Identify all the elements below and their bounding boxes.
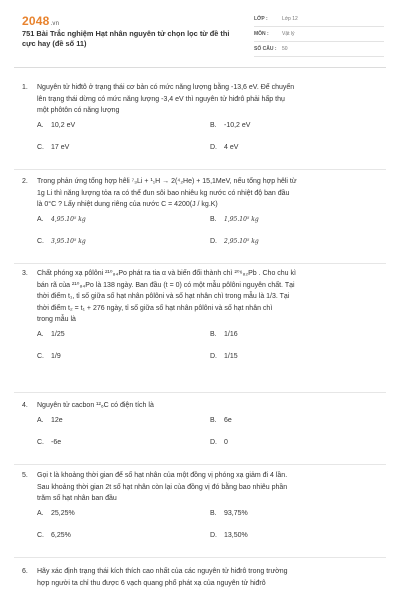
question-divider — [14, 464, 386, 465]
option-text: 1/15 — [224, 352, 238, 360]
option-a[interactable] — [37, 417, 63, 424]
option-a[interactable] — [37, 510, 75, 517]
question-line: bán rã của ²¹⁰₈₄Po là 138 ngày. Ban đầu (t = 0) có một mẫu pôlôni nguyên chất. Tại — [37, 281, 295, 289]
question-divider — [14, 557, 386, 558]
options — [22, 117, 382, 161]
logo-text: 2048 — [22, 14, 50, 28]
question-number: 2. — [22, 178, 28, 185]
option-text: 2,95.10⁵ kg — [224, 237, 259, 245]
option-c[interactable] — [37, 532, 71, 539]
option-key: C. — [37, 143, 44, 151]
option-key: B. — [210, 416, 217, 424]
option-key: D. — [210, 531, 217, 539]
options — [22, 326, 382, 370]
question-line: trăm số hạt nhân ban đầu — [37, 495, 117, 502]
question-line: Sau khoảng thời gian 2t số hạt nhân còn lại của đồng vị đó bằng bao nhiêu phần — [37, 483, 288, 491]
header — [0, 0, 400, 60]
option-key: C. — [37, 531, 44, 539]
question-number: 1. — [22, 84, 28, 91]
site-logo[interactable] — [22, 14, 59, 28]
option-text: 13,50% — [224, 531, 248, 539]
option-text: 1/9 — [51, 352, 61, 360]
option-text: 3,95.10⁵ kg — [51, 237, 86, 245]
question-4 — [22, 400, 382, 456]
question-text — [22, 400, 382, 412]
options — [22, 412, 382, 456]
question-line: Gọi t là khoảng thời gian để số hạt nhân của một đồng vị phóng xạ giảm đi 4 lần. — [37, 472, 288, 479]
option-c[interactable] — [37, 439, 61, 446]
meta-value: 50 — [282, 46, 288, 52]
option-key: B. — [210, 121, 217, 129]
meta-value: Vật lý — [282, 31, 295, 37]
question-line: Nguyên tử cacbon ¹²₆C có điện tích là — [37, 402, 154, 409]
option-key: D. — [210, 438, 217, 446]
option-text: 12e — [51, 416, 63, 424]
question-line: Trong phản ứng tổng hợp hêli ⁷₃Li + ¹₁H → 2(⁴₂He) + 15,1MeV, nếu tổng hợp hêli từ — [37, 178, 297, 185]
option-text: 93,75% — [224, 509, 248, 517]
option-text: 4 eV — [224, 143, 239, 151]
option-key: B. — [210, 215, 217, 223]
option-d[interactable] — [210, 353, 238, 360]
question-text — [22, 82, 382, 94]
option-d[interactable] — [210, 144, 238, 151]
option-text: 1,95.10⁵ kg — [224, 215, 259, 223]
option-a[interactable] — [37, 331, 65, 338]
option-key: C. — [37, 352, 44, 360]
question-line: Hãy xác định trạng thái kích thích cao nhất của các nguyên tử hiđrô trong trường — [37, 568, 288, 575]
header-divider — [14, 67, 386, 68]
meta-label: LỚP : — [254, 16, 268, 22]
question-line: lên trạng thái dừng có mức năng lượng -3,4 eV thì nguyên tử hiđrô phải hấp thụ — [37, 95, 285, 103]
option-d[interactable] — [210, 439, 228, 446]
option-text: 6,25% — [51, 531, 71, 539]
option-text: 4,95.10⁵ kg — [51, 215, 86, 223]
question-text — [22, 470, 382, 482]
option-b[interactable] — [210, 510, 248, 517]
option-key: A. — [37, 509, 44, 517]
option-key: A. — [37, 416, 44, 424]
option-key: C. — [37, 237, 44, 245]
option-b[interactable] — [210, 417, 232, 424]
option-key: C. — [37, 438, 44, 446]
question-2 — [22, 176, 382, 255]
option-key: A. — [37, 215, 44, 223]
option-a[interactable] — [37, 216, 86, 223]
question-line: một phôtôn có năng lượng — [37, 107, 120, 114]
option-text: 6e — [224, 416, 232, 424]
option-key: B. — [210, 509, 217, 517]
question-5 — [22, 470, 382, 549]
question-number: 3. — [22, 270, 28, 277]
page-title: 751 Bài Trắc nghiệm Hạt nhân nguyên tử chọn lọc từ đề thi cực hay (đề số 11) — [22, 29, 230, 48]
option-key: D. — [210, 143, 217, 151]
question-line: thời điểm t₁, tỉ số giữa số hạt nhân pôlôni và số hạt nhân chì trong mẫu là 1/3. Tại — [37, 293, 290, 300]
meta-table — [254, 12, 384, 57]
question-text — [22, 566, 382, 578]
meta-row-subject — [254, 27, 384, 42]
meta-value: Lớp 12 — [282, 16, 298, 22]
option-key: A. — [37, 330, 44, 338]
option-key: D. — [210, 237, 217, 245]
question-line: là 0°C ? Lấy nhiệt dung riêng của nước C = 4200(J / kg.K) — [37, 201, 218, 208]
option-text: 1/25 — [51, 330, 65, 338]
question-6 — [22, 566, 382, 589]
option-c[interactable] — [37, 353, 61, 360]
question-line: hợp người ta chỉ thu được 6 vạch quang phổ phát xạ của nguyên tử hiđrô — [37, 579, 266, 587]
question-line: thời điểm t₂ = t₁ + 276 ngày, tỉ số giữa số hạt nhân pôlôni và số hạt nhân chì — [37, 304, 273, 312]
option-b[interactable] — [210, 216, 259, 223]
logo-suffix: .vn — [50, 21, 60, 27]
question-text — [22, 176, 382, 188]
question-line: Chất phóng xạ pôlôni ²¹⁰₈₄Po phát ra tia α và biến đổi thành chì ²⁰⁶₈₂Pb . Cho chu kì — [37, 270, 296, 277]
option-b[interactable] — [210, 331, 238, 338]
option-b[interactable] — [210, 122, 250, 129]
option-text: 25,25% — [51, 509, 75, 517]
option-text: 1/16 — [224, 330, 238, 338]
option-key: D. — [210, 352, 217, 360]
options — [22, 211, 382, 255]
option-text: 0 — [224, 438, 228, 446]
option-c[interactable] — [37, 238, 86, 245]
option-c[interactable] — [37, 144, 69, 151]
option-text: 17 eV — [51, 143, 70, 151]
option-key: A. — [37, 121, 44, 129]
meta-row-class — [254, 12, 384, 27]
option-d[interactable] — [210, 532, 248, 539]
option-a[interactable] — [37, 122, 75, 129]
option-text: 10,2 eV — [51, 121, 76, 129]
meta-label: MÔN : — [254, 31, 269, 37]
question-divider — [14, 263, 386, 264]
meta-label: SỐ CÂU : — [254, 46, 277, 52]
option-key: B. — [210, 330, 217, 338]
question-line: 1g Li thì năng lượng tỏa ra có thể đun sôi bao nhiêu kg nước có nhiệt độ ban đầu — [37, 189, 290, 197]
question-number: 5. — [22, 472, 28, 479]
question-divider — [14, 392, 386, 393]
question-1 — [22, 82, 382, 161]
option-text: -10,2 eV — [224, 121, 251, 129]
question-number: 4. — [22, 402, 28, 409]
question-divider — [14, 169, 386, 170]
question-line: trong mẫu là — [37, 316, 76, 323]
question-line: Nguyên tử hiđtô ở trạng thái cơ bản có mức năng lượng bằng -13,6 eV. Để chuyển — [37, 84, 295, 91]
question-3 — [22, 268, 382, 370]
meta-row-count — [254, 42, 384, 57]
options — [22, 505, 382, 549]
option-text: -6e — [51, 438, 62, 446]
option-d[interactable] — [210, 238, 259, 245]
question-text — [22, 268, 382, 280]
question-number: 6. — [22, 568, 28, 575]
